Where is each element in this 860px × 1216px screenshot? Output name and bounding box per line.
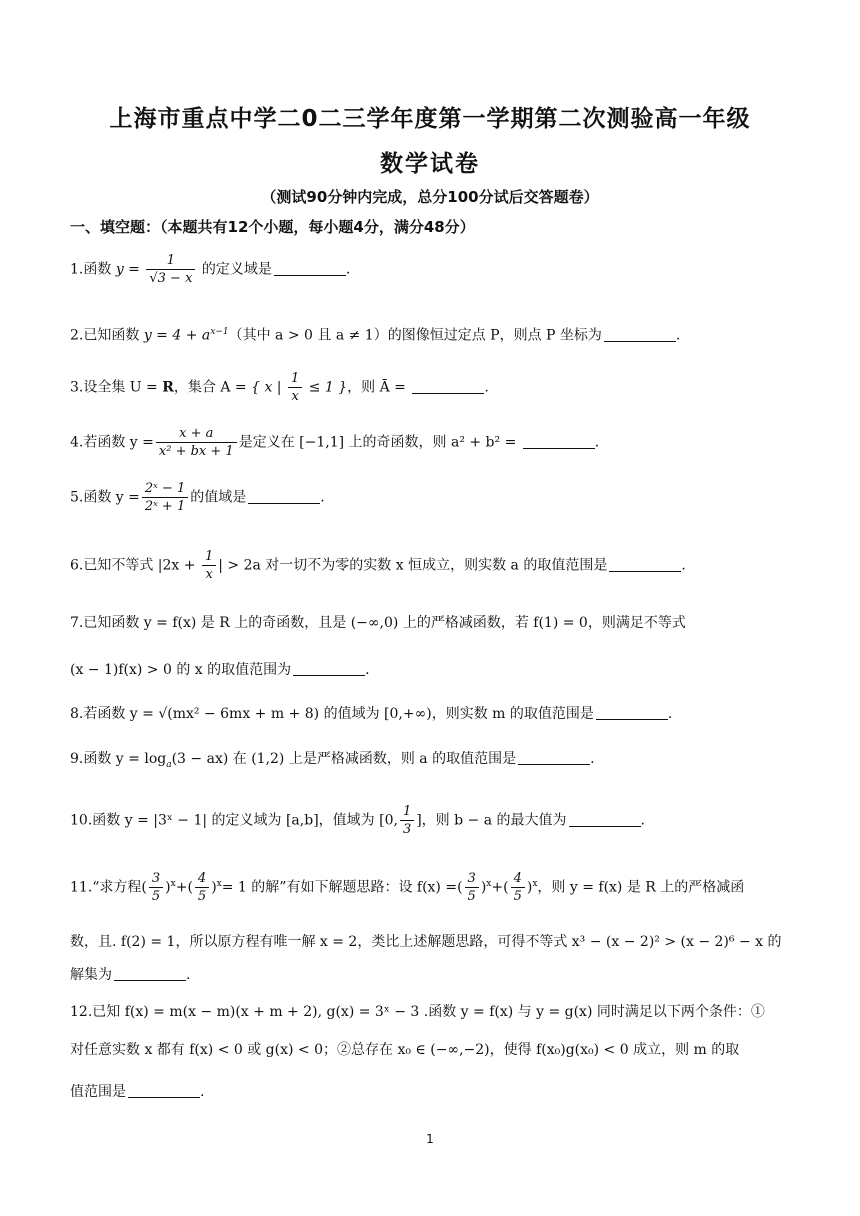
question-12-line-2: 对任意实数 x 都有 f(x) < 0 或 g(x) < 0；②总存在 x₀ ∈ (−∞,−2)，使得 f(x₀)g(x₀) < 0 成立，则 m 的取	[70, 1042, 740, 1058]
answer-blank[interactable]	[412, 379, 484, 394]
question-3: 3.设全集 U = R，集合 A = { x | $\frac{1}{x}$ ≤ 1 }，则 Ā = .	[70, 371, 489, 404]
question-11: 11.“求方程( $\frac{3}{5}$ )$^x$+( $\frac{4}{5}$ )$^x$= 1 的解”有如下解题思路：设 f(x) =( $\frac{3}{5}$ )$^x$+( $\frac{4}{5}$ )$^x$，则 y = f(x) 是 R 上的严格减函	[70, 871, 745, 904]
answer-blank[interactable]	[604, 327, 676, 342]
question-12-line-3: 值范围是 .	[70, 1084, 205, 1100]
question-2: 2.已知函数 $y = 4 + a^{x-1}$（其中 a > 0 且 a ≠ 1）的图像恒过定点 P，则点 P 坐标为 .	[70, 327, 681, 344]
fraction: $\frac{3}{5}$	[465, 870, 479, 905]
answer-blank[interactable]	[523, 434, 595, 449]
answer-blank[interactable]	[609, 557, 681, 572]
question-1: 1.函数 y = $\frac{1}{√3 - x}$ 的定义域是 .	[70, 253, 351, 286]
answer-blank[interactable]	[569, 812, 641, 827]
question-12: 12.已知 f(x) = m(x − m)(x + m + 2), g(x) = 3ˣ − 3 .函数 y = f(x) 与 y = g(x) 同时满足以下两个条件：①	[70, 1004, 765, 1020]
answer-blank[interactable]	[293, 661, 365, 676]
question-6: 6.已知不等式 |2x + $\frac{1}{x}$ | > 2a 对一切不为零的实数 x 恒成立，则实数 a 的取值范围是 .	[70, 549, 686, 582]
answer-blank[interactable]	[128, 1083, 200, 1098]
fraction: $\frac{1}{3}$	[400, 803, 414, 838]
question-5: 5.函数 y = $\frac{\text{2ˣ − 1}}{\text{2ˣ + 1}}$ 的值域是 .	[70, 481, 325, 514]
question-4: 4.若函数 y = $\frac{x + a}{\text{x² + bx + 1}}$ 是定义在 [−1,1] 上的奇函数，则 a² + b² = .	[70, 426, 600, 459]
answer-blank[interactable]	[596, 705, 668, 720]
section-heading: 一、填空题：（本题共有12个小题，每小题4分，满分48分）	[70, 218, 475, 236]
exam-subtitle: 数学试卷	[380, 151, 480, 177]
answer-blank[interactable]	[248, 489, 320, 504]
fraction: $\frac{1}{x}$	[202, 548, 216, 583]
answer-blank[interactable]	[518, 750, 590, 765]
exam-title: 上海市重点中学二0二三学年度第一学期第二次测验高一年级	[109, 106, 751, 132]
question-7: 7.已知函数 y = f(x) 是 R 上的奇函数，且是 (−∞,0) 上的严格减函数，若 f(1) = 0，则满足不等式	[70, 615, 686, 631]
question-8: 8.若函数 y = √(mx² − 6mx + m + 8) 的值域为 [0,+∞)，则实数 m 的取值范围是 .	[70, 706, 673, 722]
answer-blank[interactable]	[274, 261, 346, 276]
question-7-line-2: (x − 1)f(x) > 0 的 x 的取值范围为 .	[70, 662, 370, 678]
fraction: $\frac{\text{2ˣ − 1}}{\text{2ˣ + 1}}$	[142, 480, 188, 515]
question-9: 9.函数 $y = \log_a(3 - ax)$ 在 (1,2) 上是严格减函数，则 a 的取值范围是 .	[70, 751, 595, 770]
question-11-line-3: 解集为 .	[70, 967, 191, 983]
answer-blank[interactable]	[114, 966, 186, 981]
fraction: $\frac{4}{5}$	[195, 870, 209, 905]
fraction: $\frac{4}{5}$	[511, 870, 525, 905]
fraction: $\frac{3}{5}$	[149, 870, 163, 905]
exam-note: （测试90分钟内完成，总分100分试后交答题卷）	[261, 188, 599, 206]
page-number: 1	[426, 1132, 434, 1146]
fraction: $\frac{1}{√3 - x}$	[146, 252, 195, 287]
fraction: $\frac{x + a}{\text{x² + bx + 1}}$	[156, 425, 237, 460]
question-11-line-2: 数，且. f(2) = 1，所以原方程有唯一解 x = 2，类比上述解题思路，可得不等式 x³ − (x − 2)² > (x − 2)⁶ − x 的	[70, 934, 782, 950]
question-10: 10.函数 y = |3ˣ − 1| 的定义域为 [a,b]，值域为 [0, $\frac{1}{3}$ ]，则 b − a 的最大值为 .	[70, 804, 645, 837]
fraction: $\frac{1}{x}$	[288, 370, 302, 405]
